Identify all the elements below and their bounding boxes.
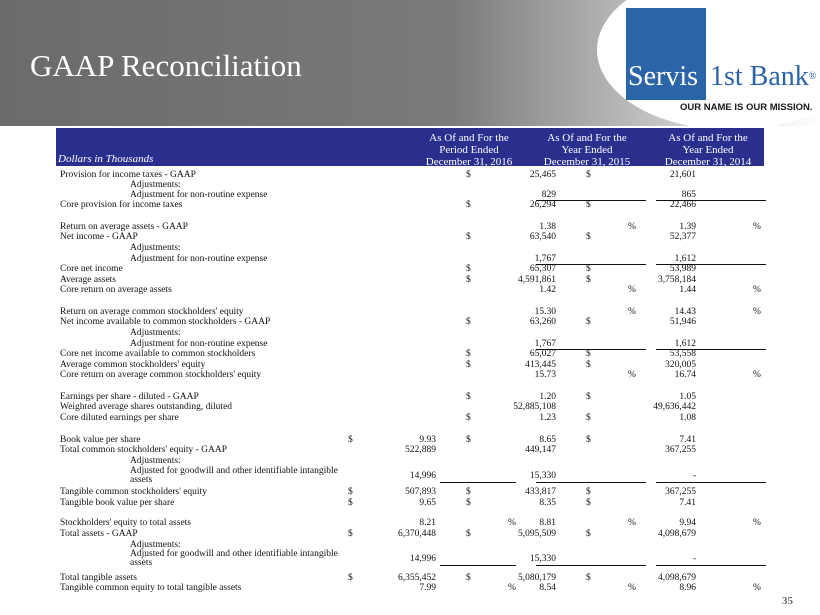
currency-symbol: $: [466, 498, 471, 508]
subtotal-rule: [536, 565, 646, 566]
table-row: [56, 392, 764, 402]
currency-symbol: $: [466, 349, 471, 359]
cell-value-1: 9.93: [419, 435, 436, 445]
cell-value-1: 522,889: [405, 445, 436, 455]
row-label: Total common stockholders' equity - GAAP: [60, 445, 228, 455]
row-label: Adjustment for non-routine expense: [130, 190, 268, 200]
currency-symbol: $: [348, 529, 353, 539]
currency-symbol: $: [586, 360, 591, 370]
table-row: [56, 402, 764, 412]
table-row: [56, 370, 764, 380]
cell-value-3: 52,377: [669, 232, 696, 242]
table-row: [56, 328, 764, 338]
cell-value-3: 7.41: [679, 498, 696, 508]
currency-symbol: $: [586, 170, 591, 180]
cell-value-1: 6,370,448: [398, 529, 436, 539]
table-row: [56, 487, 764, 497]
percent-sign: %: [628, 285, 636, 295]
cell-value-3: 1,612: [674, 339, 696, 349]
table-row: [56, 170, 764, 180]
currency-symbol: $: [586, 435, 591, 445]
table-row: [56, 549, 764, 568]
percent-sign: %: [753, 222, 761, 232]
percent-sign: %: [628, 307, 636, 317]
row-label: Weighted average shares outstanding, diluted: [60, 402, 233, 412]
subtotal-rule: [656, 482, 766, 483]
currency-symbol: $: [586, 349, 591, 359]
table-row: [56, 264, 764, 274]
cell-value-2: 829: [541, 190, 556, 200]
row-label: Adjustment for non-routine expense: [130, 339, 268, 349]
cell-value-2: 1.23: [539, 413, 556, 423]
table-header: [56, 128, 764, 166]
cell-value-2: 15.73: [534, 370, 556, 380]
currency-symbol: $: [466, 529, 471, 539]
cell-value-2: 5,095,509: [518, 529, 556, 539]
row-label: Adjustments:: [130, 243, 181, 253]
row-label: Total assets - GAAP: [60, 529, 138, 539]
table-row: [56, 275, 764, 285]
cell-value-1: 14,996: [409, 554, 436, 564]
table-row: [56, 307, 764, 317]
logo-tagline: OUR NAME IS OUR MISSION.: [680, 102, 813, 113]
currency-symbol: $: [586, 264, 591, 274]
column-header-2016: As Of and For the Period Ended December 31, 2016: [425, 132, 513, 168]
percent-sign: %: [753, 307, 761, 317]
currency-symbol: $: [586, 487, 591, 497]
cell-value-1: 7.99: [419, 583, 436, 593]
cell-value-3: 1,612: [674, 254, 696, 264]
row-label-continued: assets: [130, 558, 153, 568]
table-row: [56, 518, 764, 528]
currency-symbol: $: [466, 487, 471, 497]
currency-symbol: $: [466, 200, 471, 210]
currency-symbol: $: [586, 232, 591, 242]
currency-symbol: $: [586, 392, 591, 402]
cell-value-2: 8.35: [539, 498, 556, 508]
table-row: [56, 445, 764, 455]
row-label: Provision for income taxes - GAAP: [60, 170, 196, 180]
currency-symbol: $: [466, 232, 471, 242]
currency-symbol: $: [586, 573, 591, 583]
cell-value-2: 1,767: [534, 339, 556, 349]
percent-sign: %: [508, 583, 516, 593]
cell-value-3: 53,558: [669, 349, 696, 359]
logo-text-servis: Servis: [628, 61, 698, 92]
cell-value-3: 320,005: [665, 360, 696, 370]
percent-sign: %: [628, 222, 636, 232]
row-label: Tangible common equity to total tangible assets: [60, 583, 242, 593]
table-row: [56, 498, 764, 508]
table-row: [56, 200, 764, 210]
cell-value-3: 22,466: [669, 200, 696, 210]
cell-value-3: 4,098,679: [658, 573, 696, 583]
row-label: Tangible common stockholders' equity: [60, 487, 207, 497]
row-label: Adjustments:: [130, 328, 181, 338]
table-row: [56, 222, 764, 232]
table-row: [56, 339, 764, 349]
page-number: 35: [782, 595, 793, 607]
currency-symbol: $: [466, 435, 471, 445]
row-label: Net income available to common stockholders - GAAP: [60, 317, 271, 327]
row-label: Core net income: [60, 264, 123, 274]
cell-value-2: 4,591,861: [518, 275, 556, 285]
currency-symbol: $: [586, 413, 591, 423]
table-row: [56, 573, 764, 583]
table-row: [56, 435, 764, 445]
row-label: Total tangible assets: [60, 573, 137, 583]
row-label: Adjusted for goodwill and other identifiable intangible: [130, 549, 338, 559]
currency-symbol: $: [348, 435, 353, 445]
cell-value-3: 49,636,442: [653, 402, 696, 412]
table-row: [56, 317, 764, 327]
row-label: Adjustments:: [130, 540, 181, 550]
percent-sign: %: [753, 583, 761, 593]
cell-value-3: 4,098,679: [658, 529, 696, 539]
currency-symbol: $: [466, 170, 471, 180]
row-label: Earnings per share - diluted - GAAP: [60, 392, 199, 402]
cell-value-2: 25,465: [529, 170, 556, 180]
cell-value-2: 15.30: [534, 307, 556, 317]
subtotal-rule: [656, 565, 766, 566]
table-row: [56, 583, 764, 593]
cell-value-2: 15,330: [529, 554, 556, 564]
row-label: Adjusted for goodwill and other identifiable intangible: [130, 466, 338, 476]
cell-value-2: 1.42: [539, 285, 556, 295]
row-label: Core net income available to common stockholders: [60, 349, 256, 359]
page-title: GAAP Reconciliation: [30, 48, 302, 83]
cell-value-3: 1.08: [679, 413, 696, 423]
row-label: Adjustment for non-routine expense: [130, 254, 268, 264]
column-header-2015: As Of and For the Year Ended December 31, 2015: [543, 132, 631, 168]
cell-value-3: -: [693, 471, 697, 481]
table-row: [56, 349, 764, 359]
cell-value-2: 26,294: [529, 200, 556, 210]
currency-symbol: $: [466, 413, 471, 423]
cell-value-1: 9.65: [419, 498, 436, 508]
percent-sign: %: [753, 518, 761, 528]
table-row: [56, 466, 764, 485]
currency-symbol: $: [466, 275, 471, 285]
table-row: [56, 190, 764, 200]
logo-text-bank: 1st Bank®: [710, 61, 817, 92]
subtotal-rule: [440, 565, 516, 566]
cell-value-3: 14.43: [674, 307, 696, 317]
currency-symbol: $: [348, 573, 353, 583]
percent-sign: %: [753, 370, 761, 380]
row-label: Net income - GAAP: [60, 232, 138, 242]
cell-value-2: 15,330: [529, 471, 556, 481]
table-row: [56, 180, 764, 190]
percent-sign: %: [628, 370, 636, 380]
cell-value-3: 1.39: [679, 222, 696, 232]
table-row: [56, 360, 764, 370]
cell-value-2: 1.38: [539, 222, 556, 232]
cell-value-3: -: [693, 554, 697, 564]
cell-value-2: 65,307: [529, 264, 556, 274]
cell-value-3: 21,601: [669, 170, 696, 180]
row-label: Adjustments:: [130, 180, 181, 190]
currency-symbol: $: [586, 529, 591, 539]
row-label: Average assets: [60, 275, 117, 285]
cell-value-3: 1.05: [679, 392, 696, 402]
cell-value-2: 5,080,179: [518, 573, 556, 583]
currency-symbol: $: [348, 487, 353, 497]
currency-symbol: $: [348, 498, 353, 508]
row-label: Core return on average common stockholders' equity: [60, 370, 262, 380]
currency-symbol: $: [586, 498, 591, 508]
cell-value-3: 367,255: [665, 445, 696, 455]
cell-value-2: 1,767: [534, 254, 556, 264]
table-row: [56, 529, 764, 539]
cell-value-3: 53,989: [669, 264, 696, 274]
cell-value-2: 65,027: [529, 349, 556, 359]
percent-sign: %: [753, 285, 761, 295]
currency-symbol: $: [586, 275, 591, 285]
row-label: Book value per share: [60, 435, 141, 445]
cell-value-2: 52,885,108: [513, 402, 556, 412]
cell-value-2: 433,817: [525, 487, 556, 497]
row-label: Core diluted earnings per share: [60, 413, 179, 423]
row-label: Core provision for income taxes: [60, 200, 183, 210]
currency-symbol: $: [466, 317, 471, 327]
cell-value-3: 9.94: [679, 518, 696, 528]
cell-value-3: 8.96: [679, 583, 696, 593]
currency-symbol: $: [466, 264, 471, 274]
cell-value-2: 8.81: [539, 518, 556, 528]
cell-value-2: 63,540: [529, 232, 556, 242]
row-label: Tangible book value per share: [60, 498, 175, 508]
row-label: Adjustments:: [130, 456, 181, 466]
column-header-2014: As Of and For the Year Ended December 31, 2014: [664, 132, 752, 168]
row-label: Stockholders' equity to total assets: [60, 518, 192, 528]
currency-symbol: $: [466, 360, 471, 370]
row-label: Core return on average assets: [60, 285, 172, 295]
cell-value-1: 507,893: [405, 487, 436, 497]
currency-symbol: $: [466, 392, 471, 402]
row-label: Return on average assets - GAAP: [60, 222, 188, 232]
table-row: [56, 254, 764, 264]
currency-symbol: $: [466, 573, 471, 583]
currency-symbol: $: [586, 317, 591, 327]
cell-value-2: 63,260: [529, 317, 556, 327]
currency-symbol: $: [586, 200, 591, 210]
row-label: Return on average common stockholders' equity: [60, 307, 244, 317]
cell-value-1: 6,355,452: [398, 573, 436, 583]
row-label: Average common stockholders' equity: [60, 360, 206, 370]
subtotal-rule: [440, 482, 516, 483]
cell-value-3: 51,946: [669, 317, 696, 327]
cell-value-3: 3,758,184: [658, 275, 696, 285]
cell-value-2: 449,147: [525, 445, 556, 455]
table-row: [56, 456, 764, 466]
cell-value-1: 8.21: [419, 518, 436, 528]
cell-value-1: 14,996: [409, 471, 436, 481]
cell-value-3: 1.44: [679, 285, 696, 295]
cell-value-3: 865: [681, 190, 696, 200]
cell-value-2: 8.65: [539, 435, 556, 445]
units-label: Dollars in Thousands: [58, 153, 154, 165]
cell-value-2: 8.54: [539, 583, 556, 593]
cell-value-3: 367,255: [665, 487, 696, 497]
table-row: [56, 243, 764, 253]
table-row: [56, 285, 764, 295]
percent-sign: %: [628, 518, 636, 528]
table-row: [56, 413, 764, 423]
cell-value-2: 1.20: [539, 392, 556, 402]
percent-sign: %: [508, 518, 516, 528]
cell-value-3: 7.41: [679, 435, 696, 445]
subtotal-rule: [536, 482, 646, 483]
row-label-continued: assets: [130, 475, 153, 485]
percent-sign: %: [628, 583, 636, 593]
cell-value-2: 413,445: [525, 360, 556, 370]
table-row: [56, 232, 764, 242]
cell-value-3: 16.74: [674, 370, 696, 380]
